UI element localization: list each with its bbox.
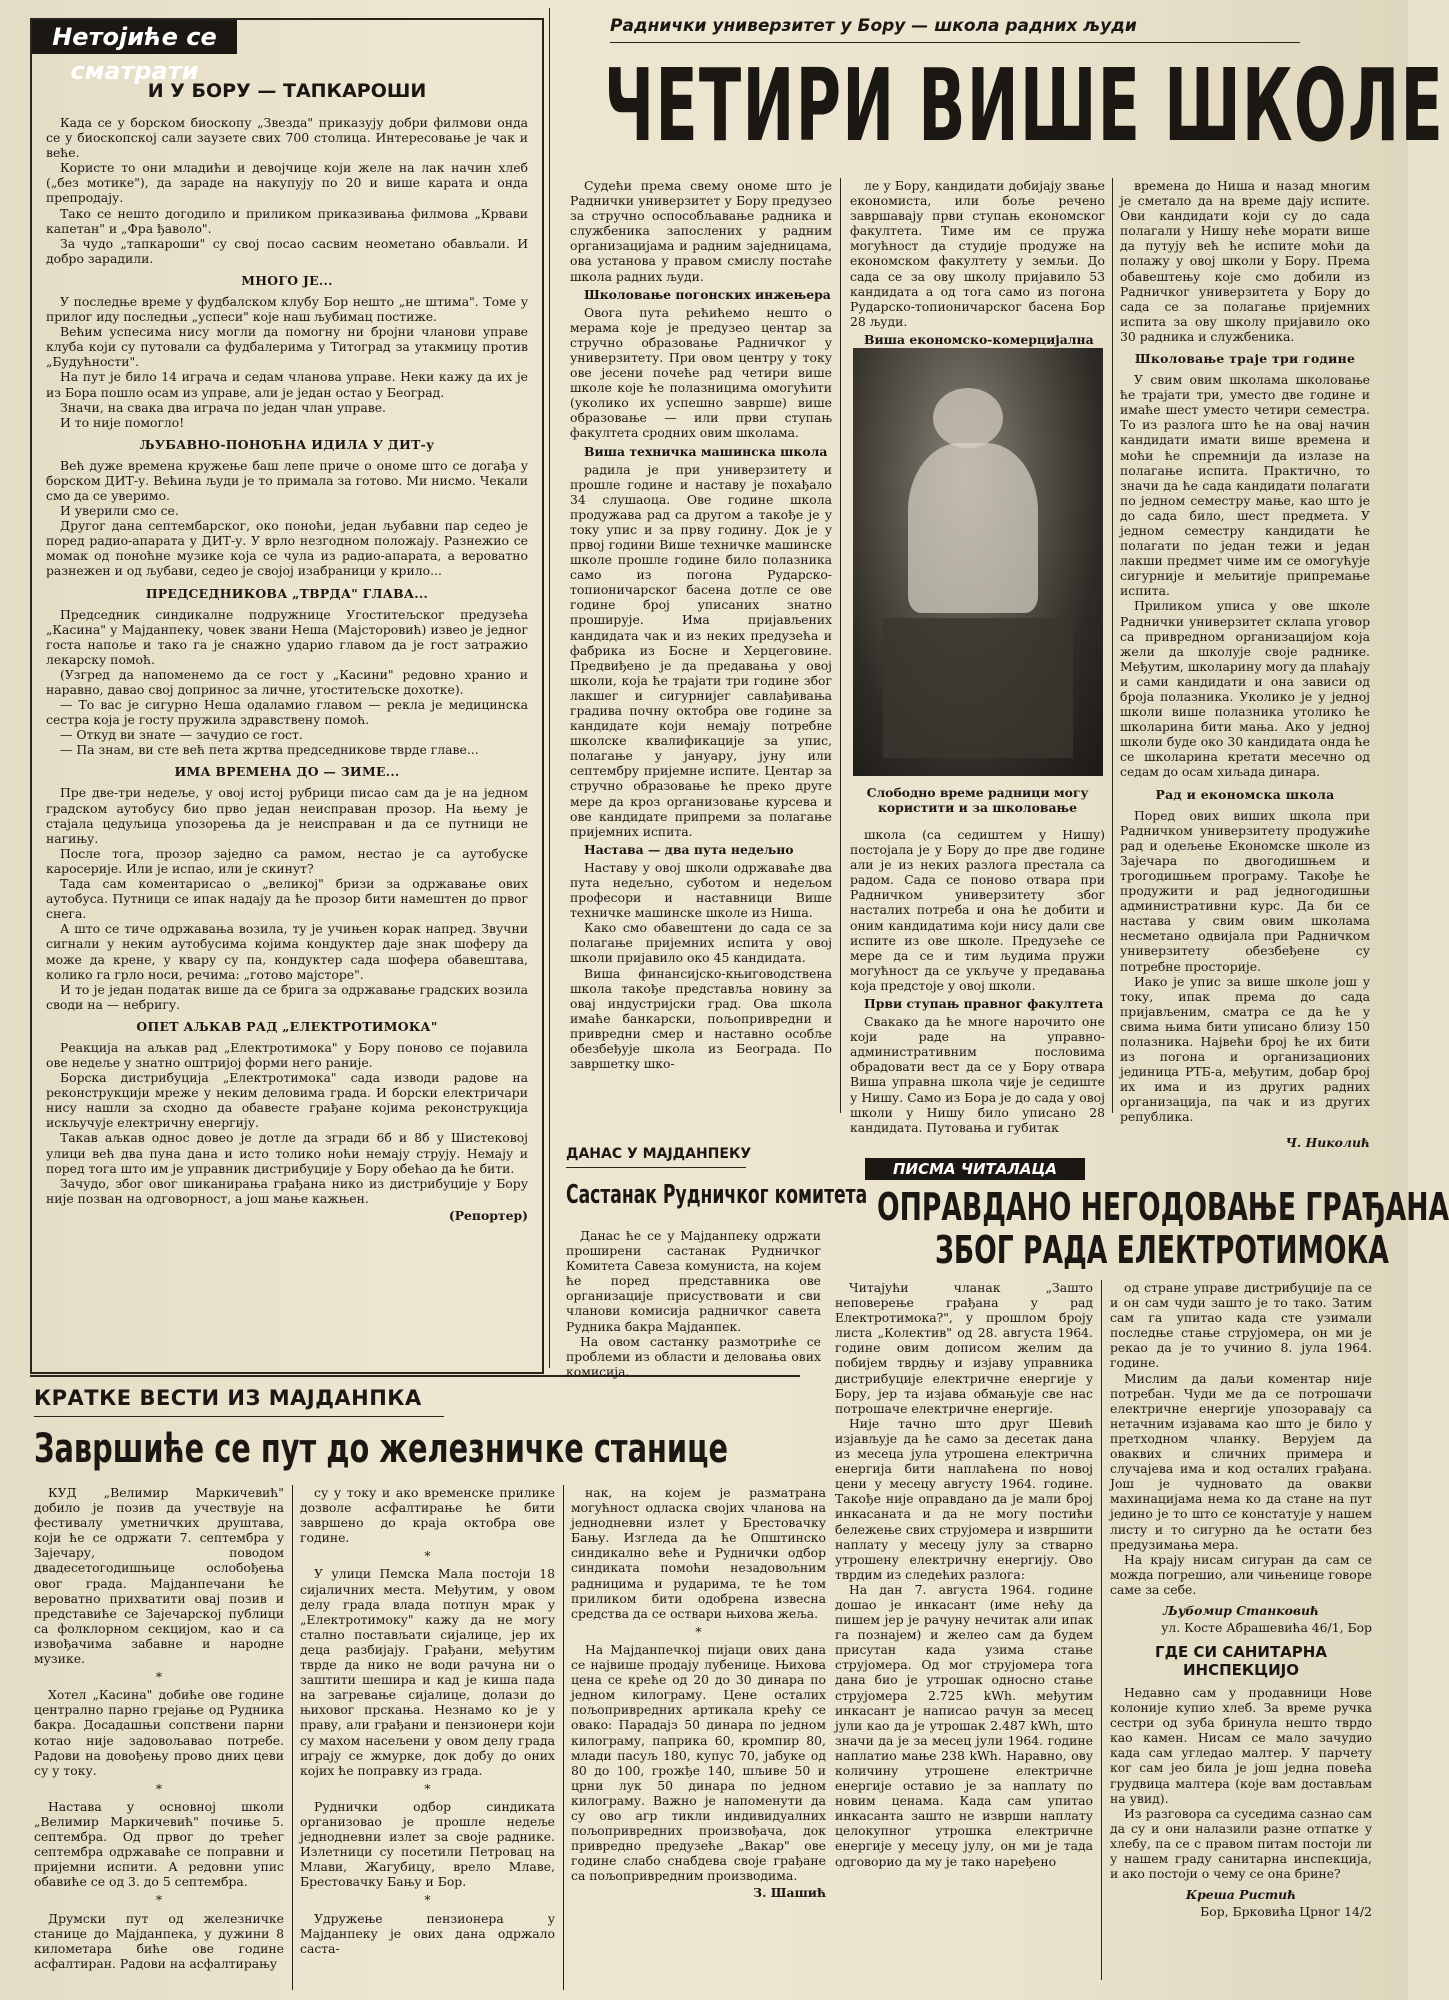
paragraph: Из разговора са суседима сазнао сам да су и они налазили разне отпатке у хлебу, па се с правом питам постоји ли у нашем граду санитарна инспекција, и ако постоји о чему се она брине? — [1110, 1805, 1372, 1882]
section-subheading: МНОГО ЈЕ... — [241, 272, 333, 288]
paragraph: На овом састанку размотриће се проблеми из области и деловања ових комисија. — [566, 1333, 821, 1379]
paragraph: Удружење пензионера у Мајданпеку је ових дана одржало саста- — [300, 1910, 555, 1956]
section-subheading: ЉУБАВНО-ПОНОЋНА ИДИЛА У ДИТ-у — [139, 436, 435, 452]
column-banner: Нетојиће се сматрати — [32, 20, 237, 54]
letters-title-2: ЗБОГ РАДА ЕЛЕКТРОТИМОКА — [935, 1228, 1389, 1272]
subheading: Рад и економска школа — [1155, 786, 1335, 802]
paragraph: Борска дистрибуција „Електротимока" сада изводи радове на реконструкцији мреже у неким деловима града. И борски електричари нису нашли за сходно да обавесте грађане којима реконструкција искључује електричну енергију. — [46, 1070, 528, 1131]
paragraph: Користе то они младићи и девојчице који желе на лак начин хлеб („без мотике"), да зараде на накупују по 20 и више карата и онда препродају. — [46, 160, 528, 206]
bottom-col-1 — [34, 1485, 284, 1971]
paragraph: Мислим да даљи коментар није потребан. Чуди ме да се потрошачи електричне енергије упозоравају са нетачним изјавама као што је било у претходном чланку. Верујем да оваквих и сличних примера и случајева има и код осталих грађана. Још је чудновато да овакви махинацијама нема ко да стане на пут једино је то што се констатује у нашем листу и то сигурно да ће остати без предузимања мера. — [1110, 1370, 1372, 1552]
main-article — [560, 10, 1445, 1150]
col-rule — [292, 1485, 293, 1990]
author-signature: З. Шашић — [753, 1885, 826, 1901]
kicker-rule — [610, 42, 1300, 43]
paragraph: Руднички одбор синдиката организовао је прошле недеље једнодневни излет за своје раднике. Излетници су посетили Петровац на Млави, Жагубицу, врело Млаве, Брестовачку Бању и Бор. — [300, 1798, 555, 1890]
paragraph: Читајући чланак „Зашто неповерење грађана у рад Електротимока?", у прошлом броју листа „Колектив" од 28. августа 1964. године овим дописом желим да побијем тврдњу и изјаву управника дистрибуције електричне енергије у Бору, јер та изјава обмањује све нас потрошаче електричне енергије. — [835, 1280, 1093, 1416]
paragraph: Данас ће се у Мајданпеку одржати проширени састанак Рудничког Комитета Савеза комуниста, на којем ће поред представника ове организације присуствовати и сви чланови комисија радничког савета Рудника бакра Мајданпек. — [566, 1228, 821, 1334]
subheading: Виша економско-комерцијална — [864, 331, 1094, 347]
paragraph: Када се у борском биоскопу „Звезда" приказују добри филмови онда се у биоскопској сали заузете свих 700 столица. Интересовање је чак и веће. — [46, 115, 528, 161]
paragraph: школа (са седиштем у Нишу) постојала је у Бору до пре две године али је из неких разлога престала са радом. Сада се поново отвара при Радничком универзитету због насталих потреба и она ће добити и оним кандидатима који нису дали све испите из ове школе. Предузеће се мере да се и тим људима пружи могућност да се укључе у предавања која предстоје у овој школи. — [850, 827, 1105, 993]
col-rule — [840, 178, 841, 1113]
photo-machine — [883, 618, 1073, 758]
column-title: И У БОРУ — ТАПКАРОШИ — [147, 80, 427, 102]
workers-photo — [853, 348, 1103, 776]
subheading: Настава — два пута недељно — [584, 841, 794, 857]
subheading: Виша техничка машинска школа — [584, 443, 828, 459]
left-column-box — [30, 18, 544, 1374]
bottom-col-2 — [300, 1485, 555, 1956]
paragraph: радила је при универзитету и прошле године и наставу је похађало 34 слушаоца. Ове године школа продужава рад са другом а такође је у току упис и за прву годину. Док је у првој години Више техничке машинске школе прошле године било полазника само из погона Рударско-топионичарског басена дотле се ове године број уписаних знатно проширује. Има пријављених кандидата чак и из неких предузећа и фабрика из Босне и Херцеговине. Предвиђено је да предавања у овој школи, која ће трајати три године због лакшег и сигурнијег савлађивања градива почну октобра ове године за кандидате који немају потребне школске квалификације за упис, полагање у јануару, јуну или септембру пријемне испите. Центар за стручно образовање ће преко друге мере да кроз организовање курсева и ове кандидате припреми за полагање пријемних испита. — [570, 461, 832, 839]
subheading: Први ступањ правног факултета — [864, 996, 1104, 1012]
letters-col-1 — [835, 1280, 1093, 1869]
paragraph: Приликом уписа у ове школе Раднички универзитет склапа уговор са привредном организацијом која жели да школује своје раднике. Међутим, школарину могу да плаћају и сами кандидати и она зависи од броја полазника. Уколико је у једној школи више полазника утолико ће школарина бити мања. Ако у једној школи буде око 30 кандидата онда ће се школарина кретати месечно од седам до осам хиљада динара. — [1120, 598, 1370, 780]
paragraph: Тако се нешто догодило и приликом приказивања филмова „Крвави капетан" и „Фра ђаволо". — [46, 205, 528, 236]
paragraph: * — [424, 1548, 431, 1564]
paragraph: — То вас је сигурно Неша одаламио главом — рекла је медицинска сестра која је госту пружила здравствену помоћ. — [46, 697, 528, 728]
reporter-signature: (Репортер) — [448, 1207, 528, 1223]
majdanpek-title: Састанак Рудничког комитета — [566, 1180, 868, 1210]
paragraph: Како смо обавештени до сада се за полагање пријемних испита у овој школи пријавило око 45 кандидата. — [570, 920, 832, 966]
letters-col-2 — [1110, 1280, 1372, 1921]
paragraph: Значи, на свака два играча по један члан управе. — [60, 399, 386, 415]
paragraph: Реакција на аљкав рад „Електротимока" у Бору поново се појавила ове недеље у знатно оштријој форми него раније. — [46, 1039, 528, 1070]
paragraph: За чудо „тапкароши" су свој посао сасвим неометано обављали. И добро зарадили. — [46, 235, 528, 266]
photo-caption: Слободно време радници могу користити и за школовање — [866, 785, 1089, 815]
subheading: Школовање траје три године — [1134, 351, 1356, 367]
majdanpek-kicker: ДАНАС У МАЈДАНПЕКУ — [566, 1146, 752, 1162]
paragraph: На крају нисам сигуран да сам се можда погрешио, али чињенице говоре саме за себе. — [1110, 1551, 1372, 1597]
paragraph: У улици Пемска Мала постоји 18 сијаличних места. Међутим, у овом делу града влада потпун мрак у „Електротимоку" кажу да не могу стално постављати сијалице, јер их деца разбијају. Грађани, међутим тврде да нико не води рачуна ни о заштити шешира и кад је кишa пада на загревање сијалице, долази до њиховог прскања. Незнамо ко је у праву, али грађани и пензионери који су махом насељени у овом делу града играју се жмурке, док добу до оних којих ће поправку из града. — [300, 1566, 555, 1778]
main-kicker: Раднички универзитет у Бору — школа радних људи — [610, 16, 1137, 36]
paragraph: Поред ових виших школа при Радничком универзитету продужиће рад и одељење Економске школе из Зајечара по двогодишњем и трогодишњем програму. Такође ће продужити и рад једногодишњи административни курс. Да би се настава у свим овим школама несметано одвијала при Радничком универзитету обезбеђене су потребне просторије. — [1120, 807, 1370, 974]
subheading: Школовање погонских инжењера — [584, 286, 831, 302]
author-signature: Ч. Николић — [1285, 1134, 1370, 1150]
paragraph: У свим овим школама школовање ће трајати три, уместо две године и имаће шест уместо четири семестра. То из разлога што ће на овај начин кандидати имати више времена и моћи ће спремнији да излазе на полагање испита. Практично, то значи да ће сада кандидати полагати по једном семестру мање, као што је до сада било, шест предмета. У једном семестру кандидати ће полагати по један тежи и један лакши предмет чиме им се омогућује сигурније и мељитије припремање испита. — [1120, 372, 1370, 599]
bottom-article — [30, 1380, 830, 1995]
col-rule — [563, 1485, 564, 1990]
paragraph: И то је један податак више да се брига за одржавање градских возила своди на — небригу. — [46, 981, 528, 1012]
majdanpek-box — [556, 1140, 868, 1379]
paragraph: од стране управе дистрибуције па се и он сам чуди зашто је то тако. Затим сам га упитао када сте узимали последње стање струјомера, он ми је рекао да је то учинио 8. јула 1964. године. — [1110, 1280, 1372, 1371]
letters-title-1: ОПРАВДАНО НЕГОДОВАЊЕ ГРАЂАНА — [877, 1185, 1449, 1229]
bottom-headline: Завршиће се пут до железничке станице — [34, 1426, 728, 1472]
paragraph: Тада сам коментарисао о „великој" бризи за одржавање ових аутобуса. Путници се ипак надају да ће прозор бити намештен до првог снега. — [46, 876, 528, 922]
paragraph: Већим успесима нису могли да помогну ни бројни чланови управе клуба који су путовали са фудбалерима у Титоград за утакмицу против „Будућности". — [46, 324, 528, 370]
paragraph: ле у Бору, кандидати добијају звање економиста, или боље речено завршавају први ступањ економског факултета. Тиме им се пружа могућност да студије продуже на економском факултету у земљи. До сада се за ову школу пријавило 53 кандидата а од тога само из погона Рударско-топионичарског басена Бор 28 људи. — [850, 178, 1105, 329]
section-subheading: ОПЕТ АЉКАВ РАД „ЕЛЕКТРОТИМОКА" — [136, 1018, 438, 1034]
paragraph: * — [424, 1892, 431, 1908]
col-rule — [1101, 1280, 1102, 1980]
column-rule — [549, 8, 550, 1368]
paragraph: И уверили смо се. — [60, 503, 179, 519]
paragraph: Зачудо, због овог шиканирања грађана нико из дистрибуције у Бору није позван на одговорност, а још мање кажњен. — [46, 1175, 528, 1206]
paragraph: * — [155, 1892, 163, 1908]
bottom-kicker: КРАТКЕ ВЕСТИ ИЗ МАЈДАНПКА — [34, 1386, 422, 1410]
main-col-3 — [1120, 178, 1370, 1152]
section-subheading: ПРЕДСЕДНИКОВА „ТВРДА" ГЛАВА... — [145, 585, 429, 601]
paragraph: су у току и ако временске прилике дозволе асфалтирање ће бити завршено до краја октобра ове године. — [300, 1485, 555, 1546]
paragraph: * — [155, 1780, 163, 1796]
section-subheading: ИМА ВРЕМЕНА ДО — ЗИМЕ... — [174, 764, 400, 780]
paragraph: После тога, прозор заједно са рамом, нестао је са аутобуске каросерије. Или је испао, или је скинут? — [46, 845, 528, 876]
paragraph: Иако је упис за више школе још у току, ипак према до сада пријављеним, сматра се да ће у свима њима бити уписано близу 150 полазника. Највећи број ће их бити из погона и организационих јединица РТБ-а, међутим, добар број их има и из других радних организација, па чак и из других република. — [1120, 973, 1370, 1125]
paragraph: Није тачно што друг Шевић изјављује да ће само за десетак дана из месеца јула утрошена електрична енергија бити наплаћена по новој цени у месецу августу 1964. године. Такође није оправдано да је мали број инкасаната и да не могу постићи бележење свих струјомера и извршити наплату у месецу јулу за стварно утрошену електричну енергију. Ово тврдим из следећих разлога: — [835, 1415, 1093, 1582]
paragraph: (Узгред да напоменемо да се гост у „Касини" редовно хранио и наравно, давао свој допринос за личне, угоститељске дохотке). — [46, 666, 528, 697]
photo-figure-head — [933, 388, 1003, 448]
kicker-rule — [566, 1167, 746, 1168]
main-headline: ЧЕТИРИ ВИШЕ ШКОЛЕ — [604, 47, 1445, 164]
main-col-2-bottom — [850, 827, 1105, 1135]
paragraph: А што се тиче одржавања возила, ту је учињен корак напред. Звучни сигнали у неким аутобусима којима кондуктер даје знак шоферу да може да крене, у квару су па, кондуктер сада шофера обавештава, колико га грло носи, речима: „готово мајсторе". — [46, 921, 528, 982]
paragraph: Другог дана септембарског, око поноћи, један љубавни пар седео је поред радио-апарата у ДИТ-у. У врло незгодном положају. Разнежио се момак од поноћне музике која се чула из радио-апарата, а вероватно разнежен и од љубави, седео је својој изабраници у крило... — [46, 518, 528, 579]
bottom-col-3 — [571, 1485, 826, 1902]
paragraph: нак, на којем је разматрана могућност одласка својих чланова на једнодневни излет у Брестовачку Бању. Изгледа да ће Општинско синдикално веће и Руднички одбор синдиката помоћи незадовољним радницима и рударима, те ће том приликом бити одобрена извесна средства да се оствари њихова жеља. — [571, 1485, 826, 1621]
paragraph: — Па знам, ви сте већ пета жртва председникове тврде главе... — [60, 742, 479, 758]
letter-title: ГДЕ СИ САНИТАРНА ИНСПЕКЦИЈО — [1155, 1642, 1327, 1679]
paragraph: КУД „Велимир Маркичевић" добило је позив да учествује на фестивалу уметничких друштава, који ће се одржати 7. септембра у Зајечару, поводом двадесетогодишњице ослобођења овог града. Мајданпечани ће вероватно прихватити овај позив и представиће се Зајечарској публици са фолклорном секцијом, као и са извођачима забавне и народне музике. — [34, 1485, 284, 1667]
kicker-rule — [34, 1416, 444, 1417]
paragraph: * — [155, 1669, 163, 1685]
paragraph: Виша финансијско-књиговодствена школа такође представља новину за овај индустријски град. Ова школа имаће банкарски, пољопривредни и привредни смер и наставно особље обезбеђује школа из Београда. По завршетку шко- — [570, 965, 832, 1072]
paragraph: * — [424, 1780, 431, 1796]
main-col-2-top — [850, 178, 1105, 350]
paragraph: На дан 7. августа 1964. године дошао је инкасант (име нећу да пишем јер је рачуну нечитак али ипак га познајем) и желео сам да будем присутан када узима стање струјомера. Од мог струјомера тога дана био је утрошак односно стање струјомера 2.725 kWh. међутим инкасант је написао рачун за месец јули као да је утрошак 2.487 kWh, што значи да је за месец јули 1964. године наплатио мање 238 kWh. Наравно, ову количину утрошене електричне енергије оставио је за наплату по новим ценама. Када сам упитао инкасанта зашто не изврши наплату целокупног утрошка електричне енергије у месецу јулу, он ми је тада одговорио да му је тако наређено — [835, 1581, 1093, 1869]
paragraph: * — [695, 1623, 702, 1639]
paragraph: Председник синдикалне подружнице Угоститељског предузећа „Касина" у Мајданпеку, човек звани Неша (Мајсторовић) извео је једног госта напоље и тако га је снажно ударио главом да је гост затражио лекарску помоћ. — [46, 606, 528, 667]
paragraph: На Мајданпечкој пијаци ових дана се највише продају лубенице. Њихова цена се креће од 20 до 30 динара по једном килограму. Цене осталих пољопривредних артикала крећу се овако: Парадајз 50 динара по једном килограму, паприка 60, кромпир 80, млади пасуљ 180, купус 70, јабуке од 80 до 100, грожђе 140, шљиве 50 и црни лук 50 динара по једном килограму. Важно је напоменути да су ово агр тикли индивидуалних пољопривредних произвођача, док привредно предузеће „Вакар" ове године слабо снабдева своје грађане са пољопривредним производима. — [571, 1641, 826, 1884]
left-column-body — [46, 115, 528, 1225]
paragraph: Такав аљкав однос довео је дотле да згради 6б и 8б у Шистековој улици већ два пуна дана и исто толико ноћи немају струју. Немају и поред тога што им је управник дистрибуције у Бору обећао да ће бити. — [46, 1130, 528, 1176]
letter-address: ул. Косте Абрашевића 46/1, Бор — [1161, 1619, 1372, 1635]
paragraph: времена до Ниша и назад многим је сметало да на време дају испите. Ови кандидати који су до сада полагали у Нишу неће морати више да путују већ ће испите моћи да полажу у овој школи у Бору. Према обавештењу које смо добили из Радничког универзитета у Бору до сада се за полагање пријемних испита за ову школу пријавило око 30 радника и службеника. — [1120, 178, 1370, 344]
photo-figure-body — [908, 443, 1038, 613]
main-col-1 — [570, 178, 832, 1071]
paragraph: И то није помогло! — [60, 414, 185, 430]
paragraph: Пре две-три недеље, у овој истој рубрици писао сам да је на једном градском аутобусу био прво један неисправан прозор. На њему је стајала цедуљица упозорења да је неисправан и да се путници не нагињу. — [46, 785, 528, 846]
majdanpek-body — [566, 1228, 821, 1379]
paragraph: Свакако да ће многе нарочито оне који раде на управно-административним пословима обрадовати вест да се у Бору отвара Виша управна школа чије је седиште у Нишу. Само из Бора је до сада у овој школи у Нишу било уписано 28 кандидата. Путовања и губитак — [850, 1014, 1105, 1135]
paragraph: Недавно сам у продавници Нове колоније купио хлеб. За време ручка сестри од зуба бринула нешто тврдо као камен. Нисам се мало зачудио када сам угледао малтер. У парчету ког сам јео била је још једна повећа грудвица малтера (којe вам достављам на увид). — [1110, 1684, 1372, 1806]
paragraph: — Откуд ви знате — зачудио се гост. — [60, 727, 303, 743]
paragraph: Настава у основној школи „Велимир Маркичевић" почиње 5. септембра. Од првог до трећег септембра одржаваће се поправни и пријемни испити. А редовни упис обавиће се од 3. до 5 септембра. — [34, 1798, 284, 1890]
letters-section — [835, 1140, 1449, 1995]
paragraph: Друмски пут од железничке станице до Мајданпека, у дужини 8 километара биће ове године асфалтиран. Радови на асфалтирању — [34, 1910, 284, 1971]
paragraph: Хотел „Касина" добиће ове године централно парно грејање од Рудника бакра. Досадашњи сопствени парни котао није задовољавао потребе. Радови на довођењу прово дних цеви су у току. — [34, 1687, 284, 1778]
paragraph: Наставу у овој школи одржаваће два пута недељно, суботом и недељом професори и наставници Више техничке машинске школе из Ниша. — [570, 859, 832, 921]
paragraph: Већ дуже времена кружење баш лепе приче о ономе што се догађа у борском ДИТ-у. Већина људи је то примала за готово. Ми нисмо. Чекали смо да се уверимо. — [46, 457, 528, 503]
letter-signature: Креша Ристић — [1185, 1887, 1297, 1903]
paragraph: Овога пута рећићемо нешто о мерама које је предузео центар за стручно образовање Радничког у универзитету. При овом центру у току ове јесени почеће рад четири више школе које ће полазницима омогућити (уколико их успешно заврше) више образовање — или први ступањ факултета сродних овим школама. — [570, 304, 832, 441]
letters-banner: ПИСМА ЧИТАЛАЦА — [865, 1158, 1085, 1180]
paragraph: Судећи према свему ономе што је Раднички универзитет у Бору предузео за стручно оспособљавање радника и службеника запослених у радним организацијама и радним заједницама, ова установа у правом смислу постаће школа радних људи. — [570, 178, 832, 284]
col-rule — [1112, 178, 1113, 1113]
paragraph: У последње време у фудбалском клубу Бор нешто „не штима". Томе у прилог иду последњи „успеси" које наш љубимац постиже. — [46, 293, 528, 325]
paragraph: На пут је било 14 играча и седам чланова управе. Неки кажу да их је из Бора пошло осам из управе, али је један остао у Београд. — [46, 369, 528, 400]
letter-signature: Љубомир Станковић — [1162, 1602, 1320, 1618]
letter-address: Бор, Брковића Црног 14/2 — [1200, 1904, 1372, 1920]
